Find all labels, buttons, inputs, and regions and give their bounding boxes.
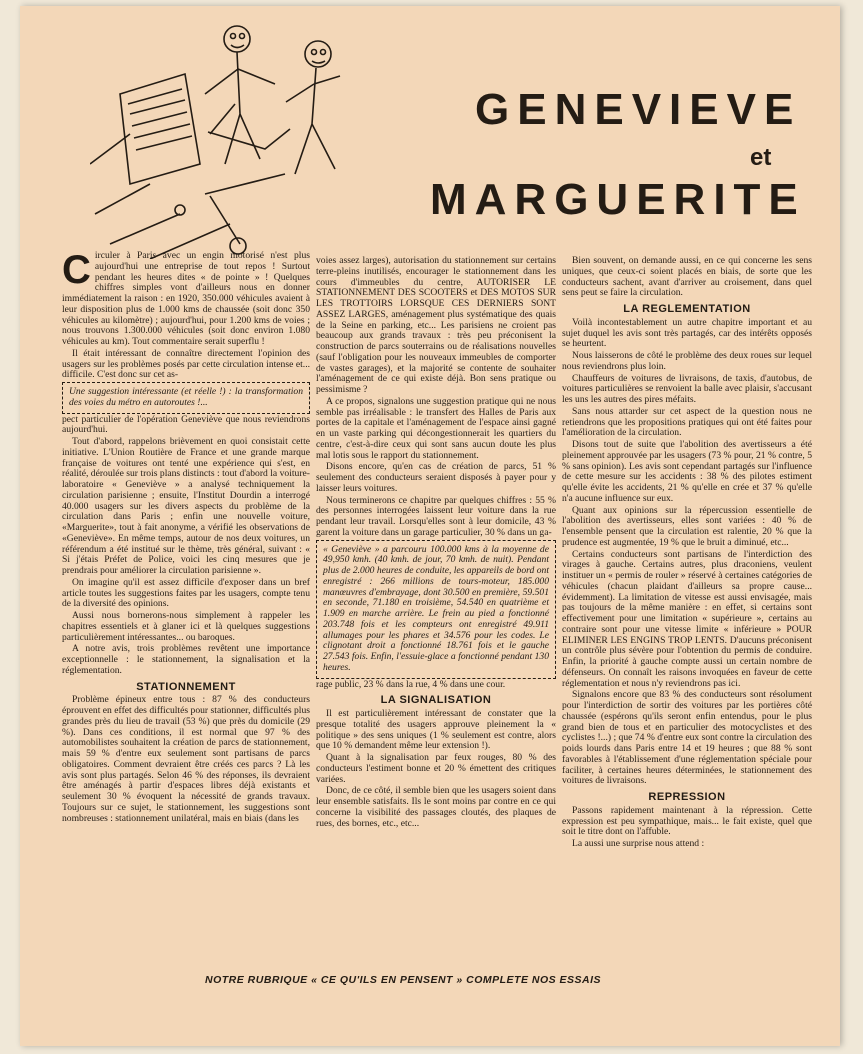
headline-line2: MARGUERITE bbox=[430, 175, 806, 224]
col3-p5: Sans nous attarder sur cet aspect de la question nous ne retiendrons que les propositions pratiques qui ont été faites pour l'amélioration de la circulation. bbox=[562, 405, 812, 439]
col1-p4: Tout d'abord, rappelons brièvement en quoi consistait cette initiative. L'Union Routière de France et une grande marque française de voitures ont tenté une expérience qui s'est, en réalité, déroulée sur trois plans distincts : tout d'abord la voiture-laboratoire « Geneviève » a analysé techniquement la circulation parisienne ; ensuite, l'Institut Dourdin a interrogé 40.000 usagers sur les divers aspects du problème de la circulation dans Paris ; enfin une nouvelle voiture, «Marguerite», tout à fait anonyme, a vérifié les observations de «Geneviève». En même temps, autour de nos deux voitures, un référendum a été institué sur le thème, très général, suivant : « Si j'étais Préfet de Police, voici les cinq mesures que je prendrais pour améliorer la circulation parisienne ». bbox=[62, 436, 310, 576]
heading-repression: REPRESSION bbox=[648, 791, 726, 803]
col1-p8: Problème épineux entre tous : 87 % des conducteurs éprouvent en effet des difficultés pour stationner, difficultés plus grandes près du lieu de travail (53 %) que près du domicile (29 %). Dans ces conditions, il est normal que 97 % des automobilistes souhaitent la création de parcs de stationnement, mais 59 % d'entre eux seulement sont partisans de parcs obligatoires. Comment devraient être créés ces parcs ? Là les avis sont plus partagés. Selon 46 % des réponses, ils devraient être aménagés à partir d'espaces libres déjà existants et seulement 30 % évoquent la nécessité de grands travaux. Toujours sur ce sujet, le stationnement, les suggestions sont nombreuses : stationnement unilatéral, mais en biais (dans les bbox=[62, 694, 310, 824]
col2-p2: A ce propos, signalons une suggestion pratique qui ne nous semble pas irréalisable : le transfert des Halles de Paris aux portes de la capitale et l'aménagement de l'espace ainsi gagné en un vaste parking qui décongestionnerait les quartiers du centre, c'est-à-dire ceux qui sont sans aucun doute les plus mal lotis sous le rapport du stationnement. bbox=[316, 395, 556, 461]
col3-p1: Bien souvent, on demande aussi, en ce qui concerne les sens uniques, que ceux-ci soient placés en biais, de sorte que les conducteurs sachent, avant d'arriver au croisement, dans quel sens peut se faire la circulation. bbox=[562, 256, 812, 299]
col1-p5: On imagine qu'il est assez difficile d'exposer dans un bref article toutes les suggestions faites par les usagers, compte tenu de la diversité des opinions. bbox=[62, 576, 310, 610]
col2-p1: voies assez larges), autorisation du stationnement sur certains terre-pleins inutilisés, encourager le stationnement dans les cours d'immeubles du centre, AUTORISER LE STATIONNEMENT DES SCOOTERS et DES MOTOS SUR LES TROTTOIRS LORSQUE CES DERNIERS SONT ASSEZ LARGES, aménagement plus systématique des quais de la Seine en parking, etc... Les parisiens ne croient pas beaucoup aux grands travaux : très peu préconisent la construction de parcs souterrains ou de réalisations nouvelles (sauf l'obligation pour les nouveaux immeubles de comporter de vastes garages), et la majorité se contente de souhaiter l'aménagement de ce qui existe déjà. Bon sens pratique ou pessimisme ? bbox=[316, 256, 556, 395]
col3-p11: La aussi une surprise nous attend : bbox=[572, 838, 705, 849]
col3-p2: Voilà incontestablement un autre chapitre important et au sujet duquel les avis sont très partagés, car des intérêts opposés se heurtent. bbox=[562, 316, 812, 350]
col3-p8: Certains conducteurs sont partisans de l'interdiction des virages à gauche. Certains autres, plus draconiens, veulent instituer un « permis de rouler » réservé à certaines catégories de véhicules (chacun plaidant d'ailleurs sa propre cause... évidemment). La limitation de vitesse est aussi envisagée, mais pas toujours de la même manière : en effet, si certains sont effectivement pour une limitation « supérieure », certains au contraire sont pour une vitesse limite « inférieure » POUR ELIMINER LES ENGINS TROP LENTS. D'aucuns préconisent un contrôle plus sévère pour l'obtention du permis de conduire. Enfin, la priorité à gauche compte aussi un certain nombre de défenseurs. On connaît les raisons invoquées en faveur de cette réglementation et nous n'y reviendrons pas ici. bbox=[562, 548, 812, 689]
article-column-1 bbox=[62, 251, 310, 969]
col3-p6: Disons tout de suite que l'abolition des avertisseurs a été pleinement approuvée par les usagers (73 % pour, 21 % contre, 5 % sans opinion). Les avis sont cependant partagés sur l'influence de cette mesure sur les accidents : 38 % des pilotes estiment qu'elle évite les accidents, 21 % qu'elle en crée et 37 % qu'elle n'a aucune influence sur eux. bbox=[562, 439, 812, 504]
col1-p6: Aussi nous bornerons-nous simplement à rappeler les chapitres essentiels et à glaner ici et là quelques suggestions particulièrement intéressantes... ou baroques. bbox=[62, 610, 310, 643]
headline-line1: GENEVIEVE bbox=[475, 85, 802, 134]
col1-p3: pect particulier de l'opération Geneviève que nous reviendrons aujourd'hui. bbox=[62, 413, 310, 436]
col1-p2: Il était intéressant de connaître directement l'opinion des usagers sur les problèmes posés par cette circulation intense et... difficile. C'est donc sur cet as- bbox=[62, 347, 310, 381]
col2-p8: Donc, de ce côté, il semble bien que les usagers soient dans leur ensemble satisfaits. Ils le sont moins par contre en ce qui concerne la visibilité des passages cloutés, des plaques de rues, des bornes, etc., etc... bbox=[316, 785, 556, 829]
col2-p6: Il est particulièrement intéressant de constater que la presque totalité des usagers approuve pleinement la « politique » des sens uniques (1 % seulement est contre, alors que 10 % demandent même leur extension !). bbox=[316, 708, 556, 752]
col2-p7: Quant à la signalisation par feux rouges, 80 % des conducteurs l'estiment bonne et 20 % émettent des critiques variées. bbox=[316, 752, 556, 785]
heading-signalisation: LA SIGNALISATION bbox=[380, 694, 492, 707]
col3-p10: Passons rapidement maintenant à la répression. Cette expression est peu sympathique, mais... le fait existe, quel que soit le titre dont on l'affuble. bbox=[562, 804, 812, 838]
suggestion-box: Une suggestion intéressante (et réelle !) : la transformation des voies du métro en autoroutes !... bbox=[62, 382, 310, 414]
article-column-3 bbox=[562, 256, 812, 969]
cartoon-illustration bbox=[90, 14, 420, 259]
heading-stationnement: STATIONNEMENT bbox=[136, 680, 236, 693]
headline-conjunction: et bbox=[750, 144, 772, 171]
col2-p5: rage public, 23 % dans la rue, 4 % dans une cour. bbox=[316, 678, 506, 690]
col1-p1: irculer à Paris avec un engin motorisé n'est plus aujourd'hui une entreprise de tout repos ! Surtout pendant les heures dites « de pointe » ! Quelques chiffres simples vont d'ailleurs nous en donner immédiatement la raison : en 1920, 350.000 véhicules avaient à leur disposition plus de 1.000 kms de chaussée (soit donc 350 véhicules au kilomètre) ; aujourd'hui, pour 1.200 kms de voies ; nous trouvons 1.300.000 véhicules (soit donc environ 1.080 véhicules au km). Tout commentaire serait superflu ! bbox=[62, 251, 310, 347]
article-column-2 bbox=[316, 256, 556, 969]
col3-p9: Signalons encore que 83 % des conducteurs sont résolument pour l'interdiction de sortir des voitures par les portières côté chaussée (espérons qu'ils seront enfin entendus, pour le plus grand bien de tous et en particulier des motocyclistes et des cyclistes !...) ; que 74 % d'entre eux sont contre la circulation des poids lourds dans Paris entre 14 et 19 heures ; que 88 % sont favorables à l'établissement d'une réglementation spéciale pour faciliter, à certaines heures déterminées, le stationnement des voitures de livraisons. bbox=[562, 689, 812, 787]
genevieve-stats-box: « Geneviève » a parcouru 100.000 kms à la moyenne de 49,950 kmh. (40 kmh. de jour, 70 kmh. de nuit). Pendant plus de 2.000 heures de conduite, les appareils de bord ont enregistré : 266 millions de tours-moteur, 185.000 manœuvres d'embrayage, dont 30.500 en première, 59.501 en seconde, 71.180 en troisième, 54.540 en quatrième et 1.909 en marche arrière. Le frein au pied a fonctionné 203.748 fois et les compteurs ont enregistré 49.911 allumages pour les phares et 34.576 pour les codes. Le clignotant droit a fonctionné 18.761 fois et le gauche 27.543 fois. Enfin, l'essuie-glace a fonctionné pendant 130 heures. bbox=[316, 540, 556, 679]
col3-p7: Quant aux opinions sur la répercussion essentielle de l'abolition des avertisseurs, elles sont variées : 40 % de l'ensemble pensent que la circulation est ralentie, 20 % que la prudence est augmentée, 19 % que le bruit a diminué, etc... bbox=[562, 504, 812, 548]
col2-p3: Disons encore, qu'en cas de création de parcs, 51 % seulement des conducteurs seraient disposés à payer pour y laisser leurs voitures. bbox=[316, 461, 556, 494]
magazine-page bbox=[20, 6, 840, 1046]
drop-cap: C bbox=[62, 251, 91, 292]
intro-paragraph bbox=[62, 251, 310, 348]
col3-p4: Chauffeurs de voitures de livraisons, de taxis, d'autobus, de voitures particulières se renvoient la balle avec plaisir, s'accusant les uns les autres des pires méfaits. bbox=[562, 372, 812, 405]
col2-p4: Nous terminerons ce chapitre par quelques chiffres : 55 % des personnes interrogées laissent leur voiture dans la rue pendant leur travail. Lorsqu'elles sont à leur domicile, 43 % garent la voiture dans un garage particulier, 30 % dans un ga- bbox=[316, 494, 556, 538]
col1-p7: A notre avis, trois problèmes revêtent une importance exceptionnelle : le stationnement, la signalisation et la réglementation. bbox=[62, 643, 310, 676]
footer-note: NOTRE RUBRIQUE « CE QU'ILS EN PENSENT » COMPLETE NOS ESSAIS bbox=[205, 974, 602, 986]
col3-p3: Nous laisserons de côté le problème des deux roues sur lequel nous reviendrons plus loin. bbox=[562, 350, 812, 372]
heading-reglementation: LA REGLEMENTATION bbox=[623, 303, 751, 315]
